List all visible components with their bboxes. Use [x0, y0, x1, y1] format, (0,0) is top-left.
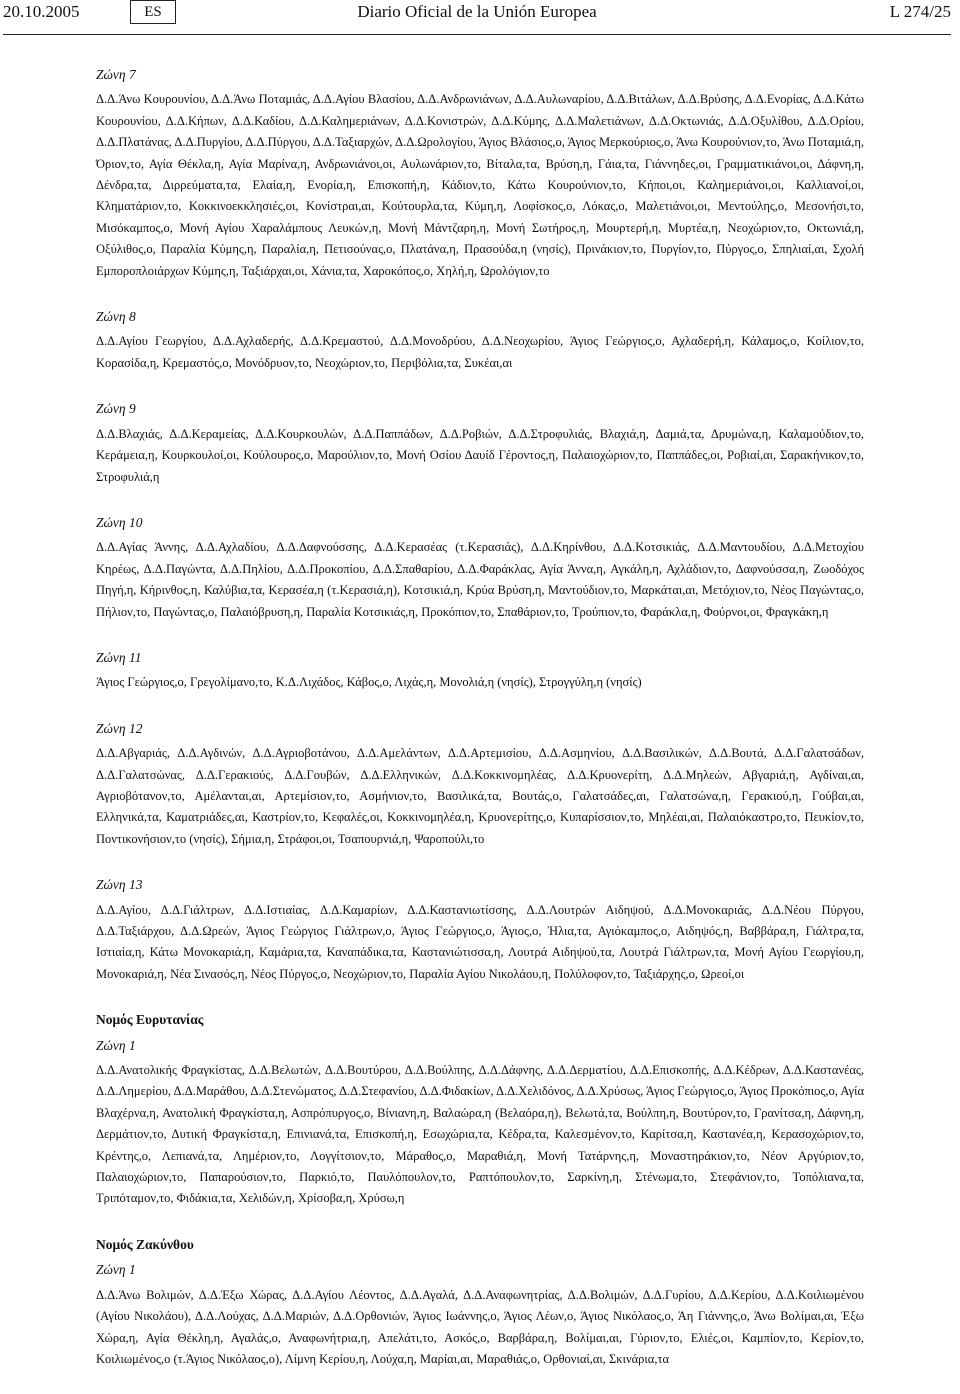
zone-text: Δ.Δ.Ανατολικής Φραγκίστας, Δ.Δ.Βελωτών, Δ.Δ.Βουτύρου, Δ.Δ.Βούλπης, Δ.Δ.Δάφνης, Δ.Δ.Δερματίου, Δ.Δ.Επισκοπής, Δ.Δ.Κέδρων, Δ.Δ.Καστανέας, Δ.Δ.Λημερίου, Δ.Δ.Μαράθου, Δ.Δ.Στενώματος, Δ.Δ.Στεφανίου, Δ.Δ.Φιδακίων, Δ.Δ.Χελιδόνος, Δ.Δ.Χρύσως, Άγιος Γεώργιος,ο, Άγιος Προκόπιος,ο, Αγία Βλαχέρνα,η, Ανατολική Φραγκίστα,η, Ασπρόπυργος,ο, Βίνιανη,η, Βαλαώρα,η (Βελαόρα,η), Βελωτά,τα, Βούλπη,η, Βουτύρον,το, Γρανίτσα,η, Δάφνη,η, Δερμάτιον,το, Δυτική Φραγκίστα,η, Επινιανά,τα, Επισκοπή,η, Εσωχώρια,τα, Κέδρα,τα, Καλεσμένον,το, Καρίτσα,η, Καστανέα,η, Κερασοχώριον,το, Κρέντης,ο, Λεπιανά,τα, Λημέριον,το, Λογγίτσιον,το, Μάραθος,ο, Μαραθιά,η, Μονή Τατάρνης,η, Μοναστηράκιον,το, Νέον Αργύριον,το, Παλαιοχώριον,το, Παπαρούσιον,το, Παρκιό,το, Παυλόπουλον,το, Ραπτόπουλον,το, Σαρκίνη,η, Στένωμα,το, Στεφάνιον,το, Τοπόλιανα,τα, Τριπόταμον,το, Φιδάκια,τα, Χελιδών,η, Χρίσοβα,η, Χρύσω,η [96, 1063, 864, 1206]
zone-text: Δ.Δ.Βλαχιάς, Δ.Δ.Κεραμείας, Δ.Δ.Κουρκουλών, Δ.Δ.Παππάδων, Δ.Δ.Ροβιών, Δ.Δ.Στροφυλιάς, Βλαχιά,η, Δαμιά,τα, Δρυμώνα,η, Καλαμούδιον,το, Κεράμεια,η, Κουρκουλοί,οι, Κούλουρος,ο, Μαρούλιον,το, Μονή Οσίου Δαυίδ Γέροντος,η, Παλαιοχώριον,το, Παππάδες,οι, Ροβιαί,αι, Σαρακήνικον,το, Στροφυλιά,η [96, 426, 864, 484]
zone-text: Δ.Δ.Αγίου, Δ.Δ.Γιάλτρων, Δ.Δ.Ιστιαίας, Δ.Δ.Καμαρίων, Δ.Δ.Καστανιωτίσσης, Δ.Δ.Λουτρών Αιδηψού, Δ.Δ.Μονοκαριάς, Δ.Δ.Νέου Πύργου, Δ.Δ.Ταξιάρχου, Δ.Δ.Ωρεών, Άγιος Γεώργιος Γιάλτρων,ο, Άγιος Γεώργιος,ο, Άγιος,ο, Ήλια,τα, Αγιόκαμπος,ο, Αιδηψός,η, Βαββάρα,η, Γιάλτρα,τα, Ιστιαία,η, Κάτω Μονοκαριά,η, Καμάρια,τα, Καναπάδικα,τα, Καστανιώτισσα,η, Λουτρά Αιδηψού,τα, Λουτρά Γιάλτρων,τα, Μονή Αγίου Γεωργίου,η, Μονοκαριά,η, Νέα Σινασός,η, Νέος Πύργος,ο, Νεοχώριον,το, Παραλία Αγίου Νικολάου,η, Πολύλοφον,το, Ταξιάρχης,ο, Ωρεοί,οι [96, 902, 864, 981]
zone-section [96, 1259, 864, 1370]
language-box: ES [130, 0, 176, 24]
zone-heading: Ζώνη 1 [96, 1037, 136, 1053]
zone-heading: Ζώνη 11 [96, 649, 142, 665]
zone-text: Δ.Δ.Άνω Βολιμών, Δ.Δ.Έξω Χώρας, Δ.Δ.Αγίου Λέοντος, Δ.Δ.Αγαλά, Δ.Δ.Αναφωνητρίας, Δ.Δ.Βολιμών, Δ.Δ.Γυρίου, Δ.Δ.Κερίου, Δ.Δ.Κοιλιωμένου (Αγίου Νικολάου), Δ.Δ.Λούχας, Δ.Δ.Μαριών, Δ.Δ.Ορθονιών, Άγιος Ιωάννης,ο, Άγιος Λέων,ο, Άγιος Νικόλαος,ο, Άη Γιάννης,ο, Άνω Βολίμαι,αι, Έξω Χώρα,η, Αγία Θέκλη,η, Αγαλάς,ο, Αναφωνήτρια,η, Απελάτι,το, Ασκός,ο, Βαρβάρα,η, Βολίμαι,αι, Γύριον,το, Ελιές,οι, Καμπίον,το, Κερίον,το, Κοιλιωμένος,ο (τ.Άγιος Νικόλαος,ο), Λίμνη Κερίου,η, Λούχα,η, Μαρίαι,αι, Μαραθιάς,ο, Ορθονιαί,αι, Σκινάρια,τα [96, 1287, 864, 1366]
document-body [96, 64, 864, 1394]
zone-section [96, 874, 864, 985]
zone-text: Δ.Δ.Αγίας Άννης, Δ.Δ.Αχλαδίου, Δ.Δ.Δαφνούσσης, Δ.Δ.Κερασέας (τ.Κερασιάς), Δ.Δ.Κηρίνθου, Δ.Δ.Κοτσικιάς, Δ.Δ.Μαντουδίου, Δ.Δ.Μετοχίου Κηρέως, Δ.Δ.Παγώντα, Δ.Δ.Πηλίου, Δ.Δ.Προκοπίου, Δ.Δ.Σπαθαρίου, Δ.Δ.Φαράκλας, Αγία Άννα,η, Αγκάλη,η, Αχλάδιον,το, Δαφνούσσα,η, Ζωοδόχος Πηγή,η, Κήρινθος,η, Καλύβια,τα, Κερασέα,η (τ.Κερασιά,η), Κοτσικιά,η, Κρύα Βρύση,η, Μαντούδιον,το, Μαρκάται,αι, Μετόχιον,το, Νέος Παγώντας,ο, Πήλιον,το, Παγώντας,ο, Παλαιόβρυση,η, Παραλία Κοτσικιάς,η, Προκόπιον,το, Σπαθάριον,το, Τρούπιον,το, Φαράκλα,η, Φούρνοι,οι, Φραγκάκη,η [96, 540, 864, 619]
zone-heading: Ζώνη 9 [96, 401, 136, 417]
page-reference: L 274/25 [889, 2, 951, 21]
zone-section [96, 718, 864, 850]
zone-text: Άγιος Γεώργιος,ο, Γρεγολίμανο,το, Κ.Δ.Λιχάδος, Κάβος,ο, Λιχάς,η, Μονολιά,η (νησίς), Στρογγύλη,η (νησίς) [96, 675, 642, 690]
zone-section [96, 1035, 864, 1210]
zone-text: Δ.Δ.Αβγαριάς, Δ.Δ.Αγδινών, Δ.Δ.Αγριοβοτάνου, Δ.Δ.Αμελάντων, Δ.Δ.Αρτεμισίου, Δ.Δ.Ασμηνίου, Δ.Δ.Βασιλικών, Δ.Δ.Βουτά, Δ.Δ.Γαλατσάδων, Δ.Δ.Γαλατσώνας, Δ.Δ.Γερακιούς, Δ.Δ.Γουβών, Δ.Δ.Ελληνικών, Δ.Δ.Κοκκινομηλέας, Δ.Δ.Κρυονερίτη, Δ.Δ.Μηλεών, Αβγαριά,η, Αγδίναι,αι, Αγριοβότανον,το, Αμέλανται,αι, Αρτεμίσιον,το, Ασμήνιον,το, Βασιλικά,τα, Βουτάς,ο, Γαλατσάδες,αι, Γαλατσώνα,η, Γερακιού,η, Γούβαι,αι, Ελληνικά,τα, Καματριάδες,αι, Καστρίον,το, Κεφαλές,οι, Κοκκινομηλέα,η, Κρυονερίτης,ο, Κυπαρίσσιον,το, Μηλέαι,αι, Παλαιόκαστρο,το, Πευκίον,το, Ποντικονήσιον,το (νησίς), Σήμια,η, Στράφοι,οι, Τσαπουρνιά,η, Ψαροπούλι,το [96, 746, 864, 846]
zone-heading: Ζώνη 7 [96, 67, 136, 82]
zone-section [96, 398, 864, 488]
zone-heading: Ζώνη 10 [96, 514, 143, 530]
zone-heading: Ζώνη 1 [96, 1262, 136, 1278]
zone-text: Δ.Δ.Άνω Κουρουνίου, Δ.Δ.Άνω Ποταμιάς, Δ.Δ.Αγίου Βλασίου, Δ.Δ.Ανδρωνιάνων, Δ.Δ.Αυλωναρίου, Δ.Δ.Βιτάλων, Δ.Δ.Βρύσης, Δ.Δ.Ενορίας, Δ.Δ.Κάτω Κουρουνίου, Δ.Δ.Κήπων, Δ.Δ.Καδίου, Δ.Δ.Καλημεριάνων, Δ.Δ.Κονιστρών, Δ.Δ.Κύμης, Δ.Δ.Μαλετιάνων, Δ.Δ.Οκτωνιάς, Δ.Δ.Οξυλίθου, Δ.Δ.Ορίου, Δ.Δ.Πλατάνας, Δ.Δ.Πυργίου, Δ.Δ.Πύργου, Δ.Δ.Ταξιαρχών, Δ.Δ.Ωρολογίου, Άγιος Βλάσιος,ο, Άγιος Μερκούριος,ο, Άνω Κουρούνιον,το, Άνω Ποταμιά,η, Όριον,το, Αγία Θέκλα,η, Αγία Μαρίνα,η, Ανδρωνιάνοι,οι, Αυλωνάριον,το, Βίταλα,τα, Βρύση,η, Γάια,τα, Γιάννηδες,οι, Γραμματικιάνοι,οι, Δάφνη,η, Δένδρα,τα, Διρρεύματα,τα, Ελαία,η, Ενορία,η, Επισκοπή,η, Κάδιον,το, Κάτω Κουρούνιον,το, Κήποι,οι, Καλημεριάνοι,οι, Καλλιανοί,οι, Κληματάριον,το, Κοκκινοεκκλησιές,οι, Κονίστραι,αι, Κούτουρλα,τα, Κύμη,η, Λοφίσκος,ο, Λόκας,ο, Μαλετιάνοι,οι, Μεντούλης,ο, Μεσονήσι,το, Μισόκαμπος,ο, Μονή Αγίου Χαραλάμπους Λευκών,η, Μονή Μάντζαρη,η, Μονή Σωτήρος,η, Μουρτερή,η, Μυρτέα,η, Νεοχώριον,το, Οκτωνιά,η, Οξύλιθος,ο, Παραλία Κύμης,η, Παραλία,η, Πετισούνας,ο, Πλατάνα,η, Πρασούδα,η (νησίς), Πρινάκιον,το, Πυργίον,το, Πύργος,ο, Σπηλιαί,αι, Σχολή Εμποροπλοιάρχων Κύμης,η, Ταξιάρχαι,οι, Χάνια,τα, Χαροκόπος,ο, Χηλή,η, Ωρολόγιον,το [96, 92, 864, 278]
page-header [3, 0, 951, 35]
zone-section [96, 512, 864, 623]
prefecture-section [96, 1234, 864, 1255]
prefecture-section [96, 1009, 864, 1030]
zone-heading: Ζώνη 13 [96, 877, 143, 893]
zone-text: Δ.Δ.Αγίου Γεωργίου, Δ.Δ.Αχλαδερής, Δ.Δ.Κρεμαστού, Δ.Δ.Μονοδρύου, Δ.Δ.Νεοχωρίου, Άγιος Γεώργιος,ο, Αχλαδερή,η, Κάλαμος,ο, Κοίλιον,το, Κορασίδα,η, Κρεμαστός,ο, Μονόδρυον,το, Νεοχώριον,το, Περιβόλια,τα, Συκέαι,αι [96, 334, 864, 370]
journal-title: Diario Oficial de la Unión Europea [357, 2, 597, 21]
prefecture-heading: Νομός Ζακύνθου [96, 1236, 194, 1252]
zone-section [96, 306, 864, 374]
zone-heading: Ζώνη 12 [96, 720, 143, 736]
publication-date: 20.10.2005 [3, 2, 80, 21]
prefecture-heading: Νομός Ευρυτανίας [96, 1012, 204, 1028]
zone-section [96, 64, 864, 282]
zone-section [96, 647, 864, 694]
zone-heading: Ζώνη 8 [96, 309, 136, 325]
